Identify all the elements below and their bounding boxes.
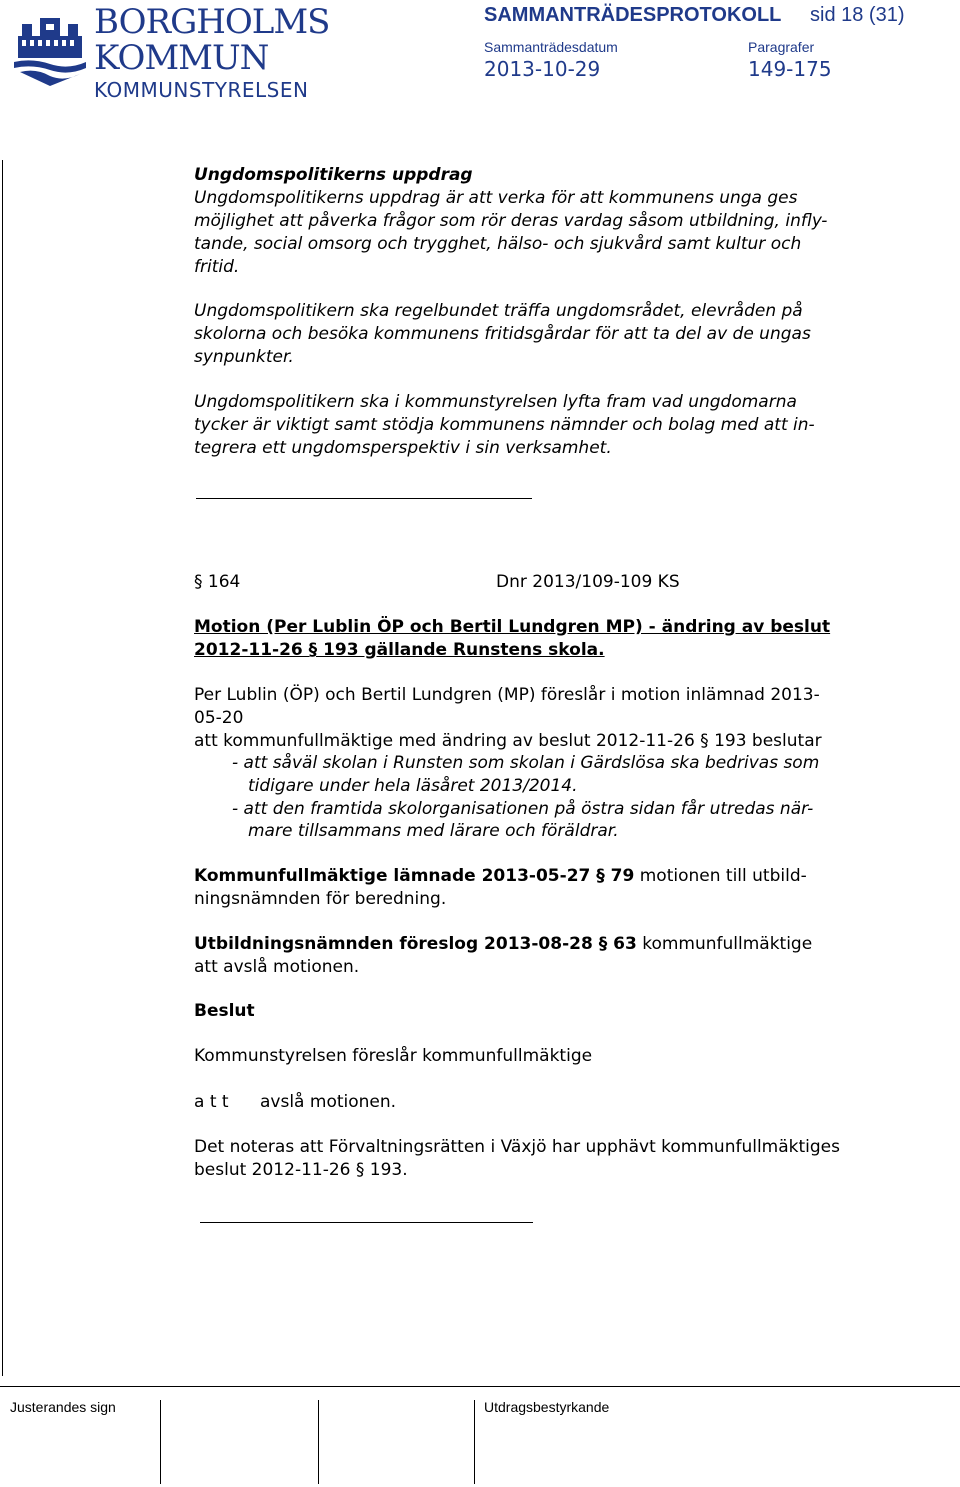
- section-heading: Ungdomspolitikerns uppdrag: [194, 165, 473, 185]
- paragraph-line: Ungdomspolitikerns uppdrag är att verka för att kommunens unga ges: [194, 188, 798, 208]
- decision-clause: avslå motionen.: [260, 1092, 397, 1112]
- paragraph-line: att avslå motionen.: [194, 957, 360, 977]
- council-referral-rest: motionen till utbild-: [634, 866, 807, 886]
- paragraphs-label: Paragrafer: [748, 39, 815, 55]
- council-referral-bold: Kommunfullmäktige lämnade 2013-05-27 § 79: [194, 866, 635, 886]
- decision-text: Kommunstyrelsen föreslår kommunfullmäktige: [194, 1046, 593, 1066]
- logo-wordmark-line2: KOMMUN: [94, 38, 269, 78]
- footer-rule: [0, 1386, 960, 1387]
- section-separator: [196, 498, 532, 499]
- case-number: Dnr 2013/109-109 KS: [496, 572, 680, 592]
- paragraphs-value: 149-175: [748, 57, 832, 81]
- bullet-item-continuation: mare tillsammans med lärare och föräldrar.: [248, 821, 619, 841]
- paragraph-line: beslut 2012-11-26 § 193.: [194, 1160, 408, 1180]
- paragraph-line: synpunkter.: [194, 347, 294, 367]
- paragraph-line: fritid.: [194, 257, 240, 277]
- page-number: sid 18 (31): [810, 4, 905, 26]
- municipality-crest-logo: [12, 6, 88, 86]
- paragraph-line: skolorna och besöka kommunens fritidsgårdar för att ta del av de ungas: [194, 324, 811, 344]
- bullet-item: - att såväl skolan i Runsten som skolan i Gärdslösa ska bedrivas som: [232, 753, 820, 773]
- signature-label: Justerandes sign: [10, 1399, 116, 1415]
- logo-wordmark-line1: BORGHOLMS: [94, 2, 330, 42]
- decision-heading: Beslut: [194, 1001, 255, 1021]
- att-clause: att kommunfullmäktige med ändring av beslut 2012-11-26 § 193 beslutar: [194, 731, 822, 751]
- paragraph-line: tycker är viktigt samt stödja kommunens nämnder och bolag med att in-: [194, 415, 815, 435]
- paragraph-line: Per Lublin (ÖP) och Bertil Lundgren (MP) föreslår i motion inlämnad 2013-: [194, 685, 820, 705]
- paragraph-line: Det noteras att Förvaltningsrätten i Växjö har upphävt kommunfullmäktiges: [194, 1137, 840, 1157]
- education-board-bold: Utbildningsnämnden föreslog 2013-08-28 § 63: [194, 934, 637, 954]
- meeting-date-value: 2013-10-29: [484, 57, 601, 81]
- paragraph-line: Ungdomspolitikern ska regelbundet träffa ungdomsrådet, elevråden på: [194, 301, 803, 321]
- bullet-item: - att den framtida skolorganisationen på östra sidan får utredas när-: [232, 799, 814, 819]
- paragraph-line: tegrera ett ungdomsperspektiv i sin verksamhet.: [194, 438, 612, 458]
- att-word: a t t: [194, 1092, 229, 1112]
- paragraph-line: Ungdomspolitikern ska i kommunstyrelsen lyfta fram vad ungdomarna: [194, 392, 797, 412]
- meeting-date-label: Sammanträdesdatum: [484, 39, 618, 55]
- motion-title-line: Motion (Per Lublin ÖP och Bertil Lundgren MP) - ändring av beslut: [194, 617, 831, 637]
- document-title: SAMMANTRÄDESPROTOKOLL: [484, 4, 782, 26]
- education-board-rest: kommunfullmäktige: [636, 934, 813, 954]
- organization-name: KOMMUNSTYRELSEN: [94, 78, 309, 102]
- paragraph-line: 05-20: [194, 708, 244, 728]
- motion-title-line: 2012-11-26 § 193 gällande Runstens skola.: [194, 640, 605, 660]
- signature-box-divider: [318, 1400, 319, 1484]
- education-board-line: [194, 933, 812, 956]
- paragraph-line: ningsnämnden för beredning.: [194, 889, 447, 909]
- signature-box-divider: [474, 1400, 475, 1484]
- paragraph-line: tande, social omsorg och trygghet, hälso- och sjukvård samt kultur och: [194, 234, 802, 254]
- paragraph-line: möjlighet att påverka frågor som rör deras vardag såsom utbildning, infly-: [194, 211, 828, 231]
- section-separator: [200, 1222, 533, 1223]
- signature-box-divider: [160, 1400, 161, 1484]
- council-referral-line: [194, 865, 807, 888]
- margin-line: [2, 160, 3, 1376]
- bullet-item-continuation: tidigare under hela läsåret 2013/2014.: [248, 776, 578, 796]
- paragraph-number: § 164: [194, 572, 241, 592]
- extract-certification-label: Utdragsbestyrkande: [484, 1399, 610, 1415]
